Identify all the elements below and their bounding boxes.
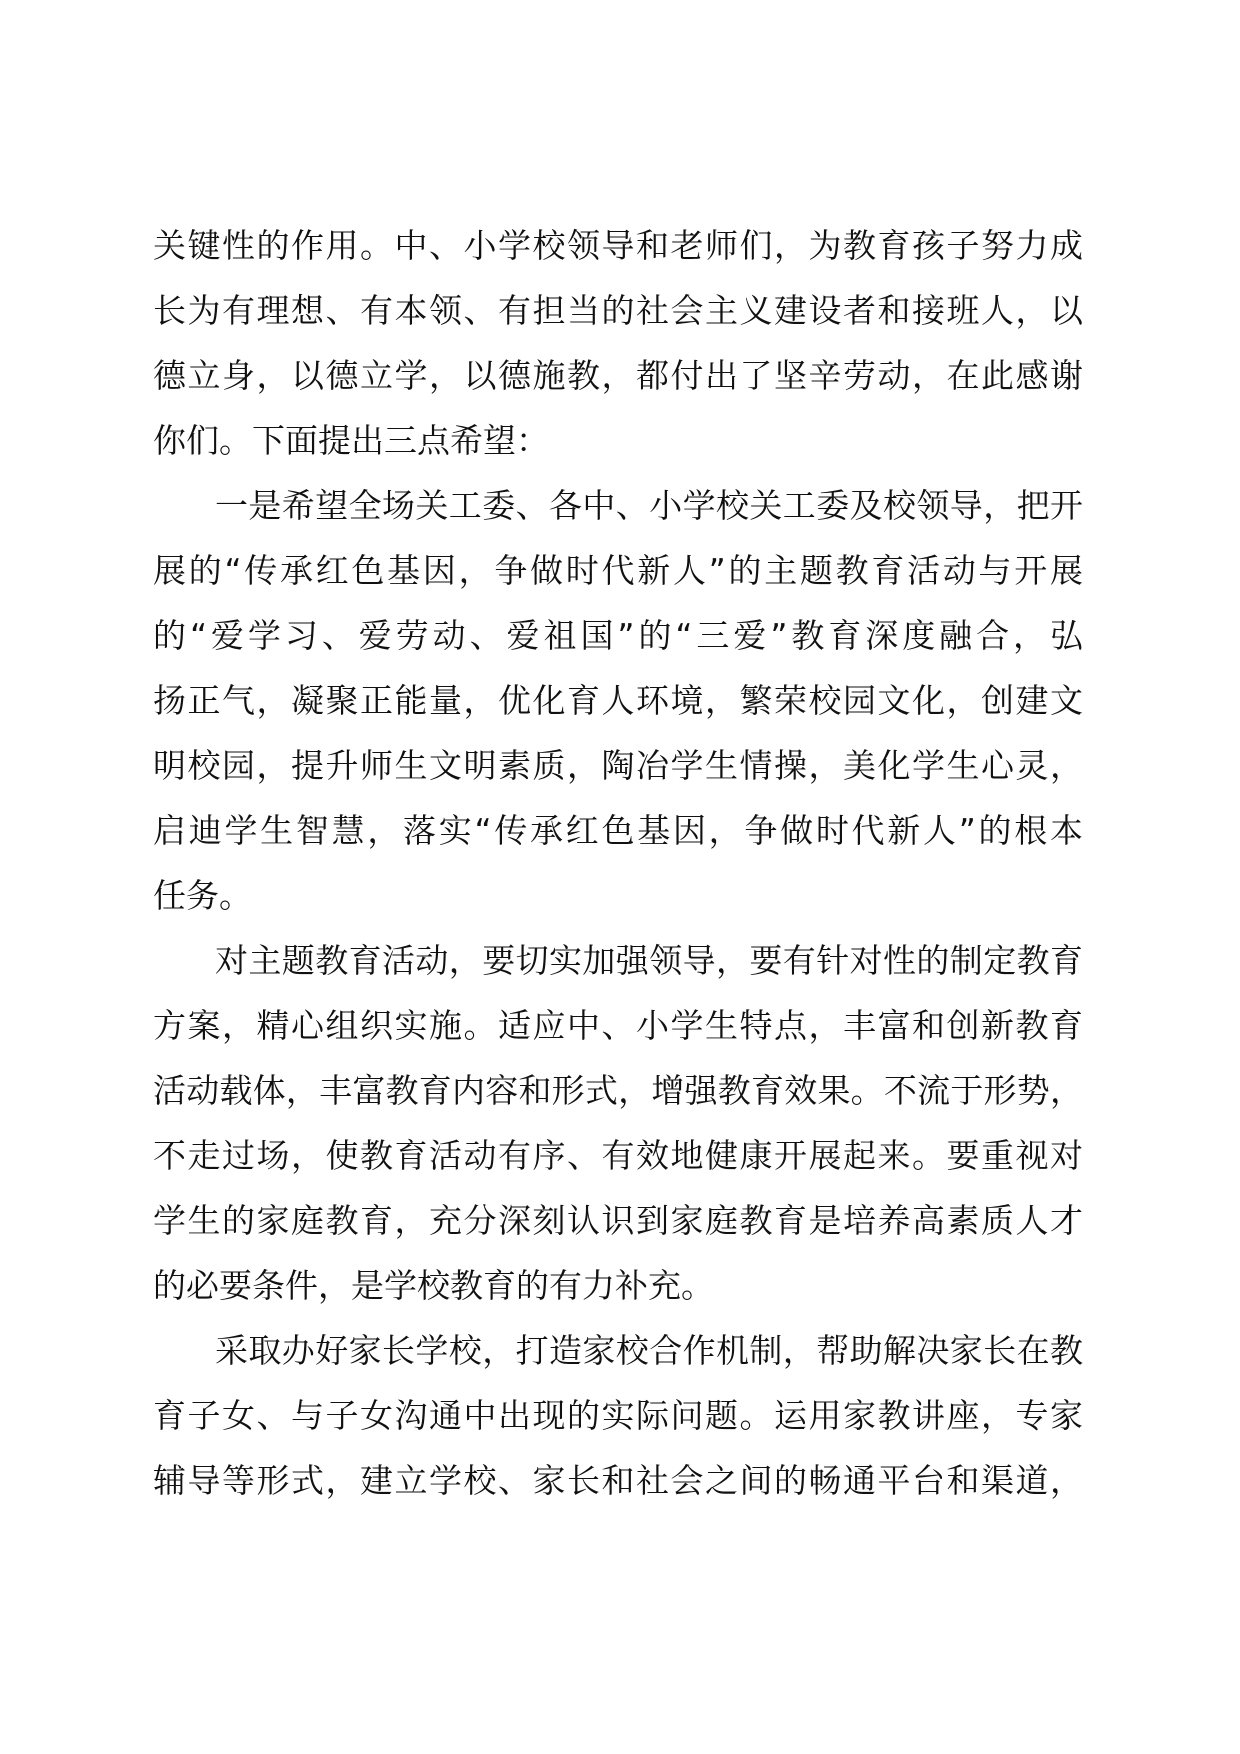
text-line: 任务。 <box>153 876 252 915</box>
text-line: 学生的家庭教育，充分深刻认识到家庭教育是培养高素质人才 <box>153 1201 1083 1240</box>
text-line: 明校园，提升师生文明素质，陶冶学生情操，美化学生心灵， <box>153 746 1083 785</box>
paragraph-4 <box>153 1318 1083 1513</box>
text-line: 你们。下面提出三点希望： <box>153 421 549 460</box>
text-line: 扬正气，凝聚正能量，优化育人环境，繁荣校园文化，创建文 <box>153 681 1083 720</box>
text-line: 长为有理想、有本领、有担当的社会主义建设者和接班人，以 <box>153 291 1083 330</box>
text-line: 辅导等形式，建立学校、家长和社会之间的畅通平台和渠道， <box>153 1461 1083 1500</box>
text-line: 关键性的作用。中、小学校领导和老师们，为教育孩子努力成 <box>153 226 1083 265</box>
text-line: 活动载体，丰富教育内容和形式，增强教育效果。不流于形势， <box>153 1071 1083 1110</box>
text-line: 德立身，以德立学，以德施教，都付出了坚辛劳动，在此感谢 <box>153 356 1083 395</box>
text-line: 的“爱学习、爱劳动、爱祖国”的“三爱”教育深度融合，弘 <box>153 616 1083 655</box>
text-line: 对主题教育活动，要切实加强领导，要有针对性的制定教育 <box>215 941 1083 980</box>
text-line: 方案，精心组织实施。适应中、小学生特点，丰富和创新教育 <box>153 1006 1083 1045</box>
text-line: 启迪学生智慧，落实“传承红色基因，争做时代新人”的根本 <box>153 811 1083 850</box>
document-body <box>153 213 1083 1513</box>
text-line: 采取办好家长学校，打造家校合作机制，帮助解决家长在教 <box>215 1331 1083 1370</box>
paragraph-3 <box>153 928 1083 1318</box>
paragraph-2 <box>153 473 1083 928</box>
paragraph-1 <box>153 213 1083 473</box>
text-line: 一是希望全场关工委、各中、小学校关工委及校领导，把开 <box>215 486 1083 525</box>
text-line: 育子女、与子女沟通中出现的实际问题。运用家教讲座，专家 <box>153 1396 1083 1435</box>
text-line: 展的“传承红色基因，争做时代新人”的主题教育活动与开展 <box>153 551 1083 590</box>
text-line: 不走过场，使教育活动有序、有效地健康开展起来。要重视对 <box>153 1136 1083 1175</box>
text-line: 的必要条件，是学校教育的有力补充。 <box>153 1266 714 1305</box>
